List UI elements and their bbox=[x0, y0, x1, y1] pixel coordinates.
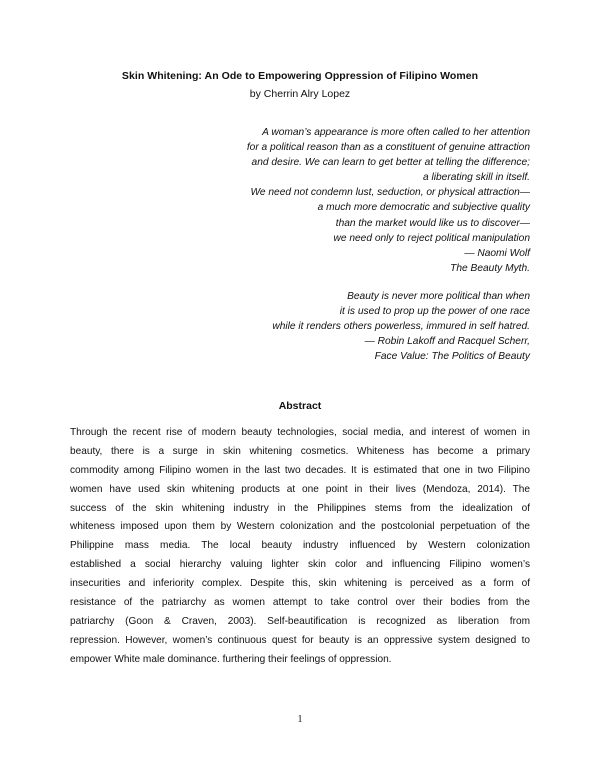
abstract-paragraph bbox=[70, 424, 530, 670]
epigraph-attribution: — Naomi Wolf bbox=[464, 247, 530, 259]
epigraph-line: while it renders others powerless, immured in self hatred. bbox=[272, 321, 530, 333]
abstract-line: whiteness imposed upon them by Western colonization and the postcolonial perpetuation of the bbox=[70, 521, 530, 533]
abstract-line: established a social hierarchy valuing lighter skin color and influencing Filipino women’s bbox=[70, 559, 530, 571]
abstract-line: repression. However, women’s continuous quest for beauty is an oppressive system designed to bbox=[70, 634, 530, 646]
abstract-line: beauty, there is a surge in skin whitening cosmetics. Whiteness has become a primary bbox=[70, 445, 530, 457]
abstract-line: resistance of the patriarchy as women attempt to take control over their bodies from the bbox=[70, 597, 530, 609]
abstract-line: success of the skin whitening industry in the Philippines stems from the idealization of bbox=[70, 502, 530, 514]
epigraph-attribution: — Robin Lakoff and Racquel Scherr, bbox=[364, 336, 530, 348]
epigraph-source: Face Value: The Politics of Beauty bbox=[374, 351, 530, 363]
page-number: 1 bbox=[297, 714, 303, 725]
abstract-line: patriarchy (Goon & Craven, 2003). Self-beautification is recognized as liberation from bbox=[70, 615, 530, 627]
epigraph-line: a much more democratic and subjective quality bbox=[317, 202, 530, 214]
epigraph-line: We need not condemn lust, seduction, or physical attraction— bbox=[250, 187, 530, 199]
abstract-heading: Abstract bbox=[278, 400, 322, 412]
epigraph-line: and desire. We can learn to get better at telling the difference; bbox=[251, 157, 530, 169]
abstract-line: empower White male dominance. furthering their feelings of oppression. bbox=[70, 653, 392, 665]
epigraph-line: a liberating skill in itself. bbox=[422, 172, 530, 184]
epigraph-line: than the market would like us to discover— bbox=[335, 217, 530, 229]
epigraph-line: for a political reason than as a constituent of genuine attraction bbox=[246, 142, 530, 154]
epigraph-line: A woman’s appearance is more often called to her attention bbox=[262, 127, 530, 138]
paper-author: by Cherrin Alry Lopez bbox=[249, 88, 351, 100]
epigraph-source: The Beauty Myth. bbox=[450, 262, 530, 274]
abstract-line: commodity among Filipino women in the last two decades. It is estimated that one in two Filipino bbox=[70, 464, 530, 476]
epigraph-line: we need only to reject political manipulation bbox=[333, 232, 530, 244]
epigraph-line: it is used to prop up the power of one race bbox=[339, 306, 530, 318]
epigraph-wolf bbox=[247, 125, 530, 276]
paper-title: Skin Whitening: An Ode to Empowering Oppression of Filipino Women bbox=[121, 70, 479, 82]
abstract-line: women have used skin whitening products at one point in their lives (Mendoza, 2014). The bbox=[70, 483, 530, 495]
abstract-line: Philippine mass media. The local beauty industry influenced by Western colonization bbox=[70, 540, 530, 552]
epigraph-lakoff-scherr bbox=[272, 289, 530, 364]
abstract-line: Through the recent rise of modern beauty technologies, social media, and interest of women in bbox=[70, 427, 530, 438]
epigraph-line: Beauty is never more political than when bbox=[347, 291, 530, 302]
abstract-line: insecurities and inferiority complex. Despite this, skin whitening is perceived as a form of bbox=[70, 578, 530, 590]
